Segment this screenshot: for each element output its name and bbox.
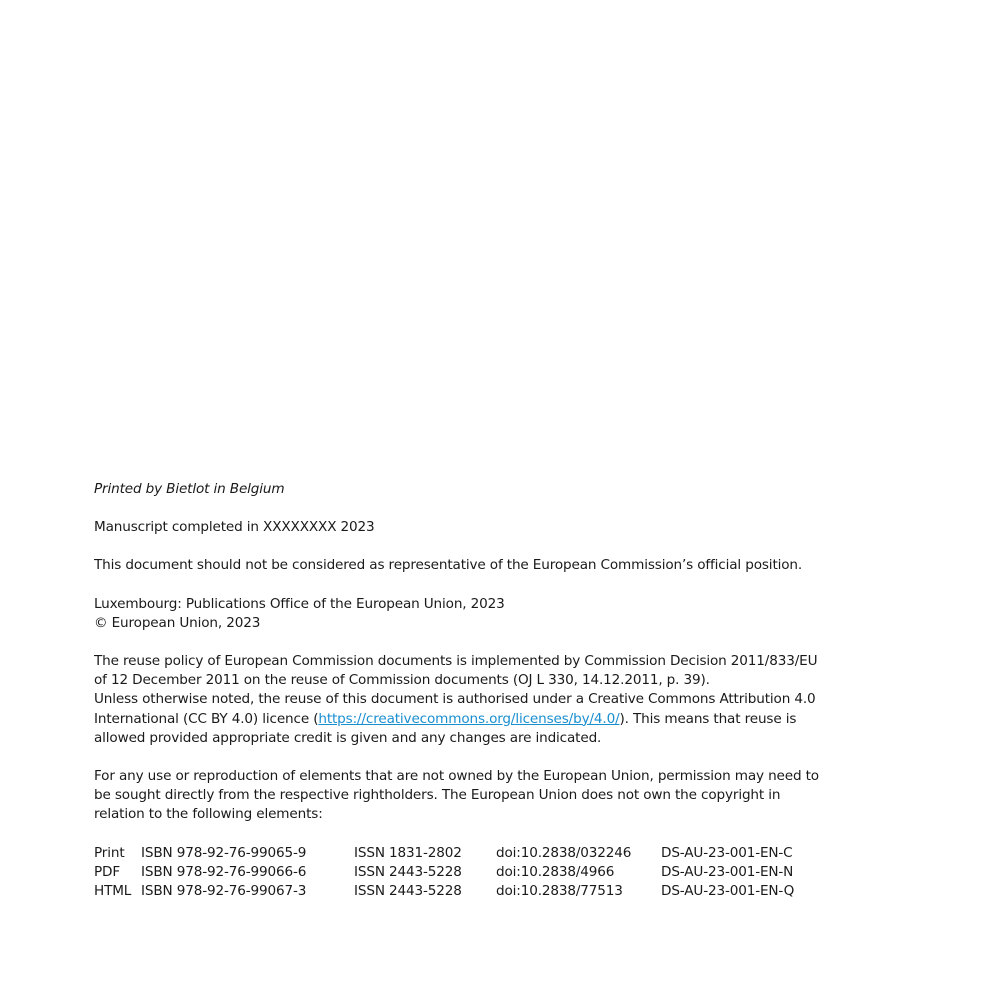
issn-cell: ISSN 2443-5228 xyxy=(354,863,462,880)
format-cell: HTML xyxy=(94,883,132,900)
copyright: © European Union, 2023 xyxy=(94,614,261,631)
doi-cell: doi:10.2838/4966 xyxy=(496,863,615,880)
format-cell: PDF xyxy=(94,863,121,880)
manuscript-date: Manuscript completed in XXXXXXXX 2023 xyxy=(94,519,375,536)
issn-cell: ISSN 2443-5228 xyxy=(354,883,462,900)
isbn-cell: ISBN 978-92-76-99065-9 xyxy=(141,844,307,861)
colophon xyxy=(94,480,822,901)
catalogue-cell: DS-AU-23-001-EN-N xyxy=(661,863,794,880)
identifier-row xyxy=(94,882,794,901)
catalogue-cell: DS-AU-23-001-EN-C xyxy=(661,844,793,861)
identifier-row xyxy=(94,844,794,863)
printed-by: Printed by Bietlot in Belgium xyxy=(94,481,285,497)
doi-cell: doi:10.2838/032246 xyxy=(496,844,632,861)
issn-cell: ISSN 1831-2802 xyxy=(354,844,462,861)
catalogue-cell: DS-AU-23-001-EN-Q xyxy=(661,883,795,900)
doi-cell: doi:10.2838/77513 xyxy=(496,883,623,900)
licence-statement xyxy=(94,690,822,748)
third-party-notice: For any use or reproduction of elements that are not owned by the European Union, permission may need to be sought directly from the respective rightholders. The European Union does not own the copyright in relation to the following elements: xyxy=(94,768,819,823)
publisher: Luxembourg: Publications Office of the European Union, 2023 xyxy=(94,595,505,612)
identifier-row xyxy=(94,863,794,882)
disclaimer: This document should not be considered as representative of the European Commission’s official position. xyxy=(94,557,803,574)
licence-text-before: Unless otherwise noted, the reuse of this document is authorised under a Creative Commons Attribution 4.0 International (CC BY 4.0) licence ( xyxy=(94,691,816,727)
isbn-cell: ISBN 978-92-76-99067-3 xyxy=(141,883,307,900)
licence-link[interactable]: https://creativecommons.org/licenses/by/4.0/ xyxy=(318,710,620,727)
format-cell: Print xyxy=(94,844,125,861)
reuse-policy: The reuse policy of European Commission documents is implemented by Commission Decision 2011/833/EU of 12 December 2011 on the reuse of Commission documents (OJ L 330, 14.12.2011, p. 39). xyxy=(94,653,818,689)
identifiers-table xyxy=(94,844,794,902)
isbn-cell: ISBN 978-92-76-99066-6 xyxy=(141,863,307,880)
licence-text-after: ). This means that reuse is allowed provided appropriate credit is given and any changes are indicated. xyxy=(94,710,797,746)
